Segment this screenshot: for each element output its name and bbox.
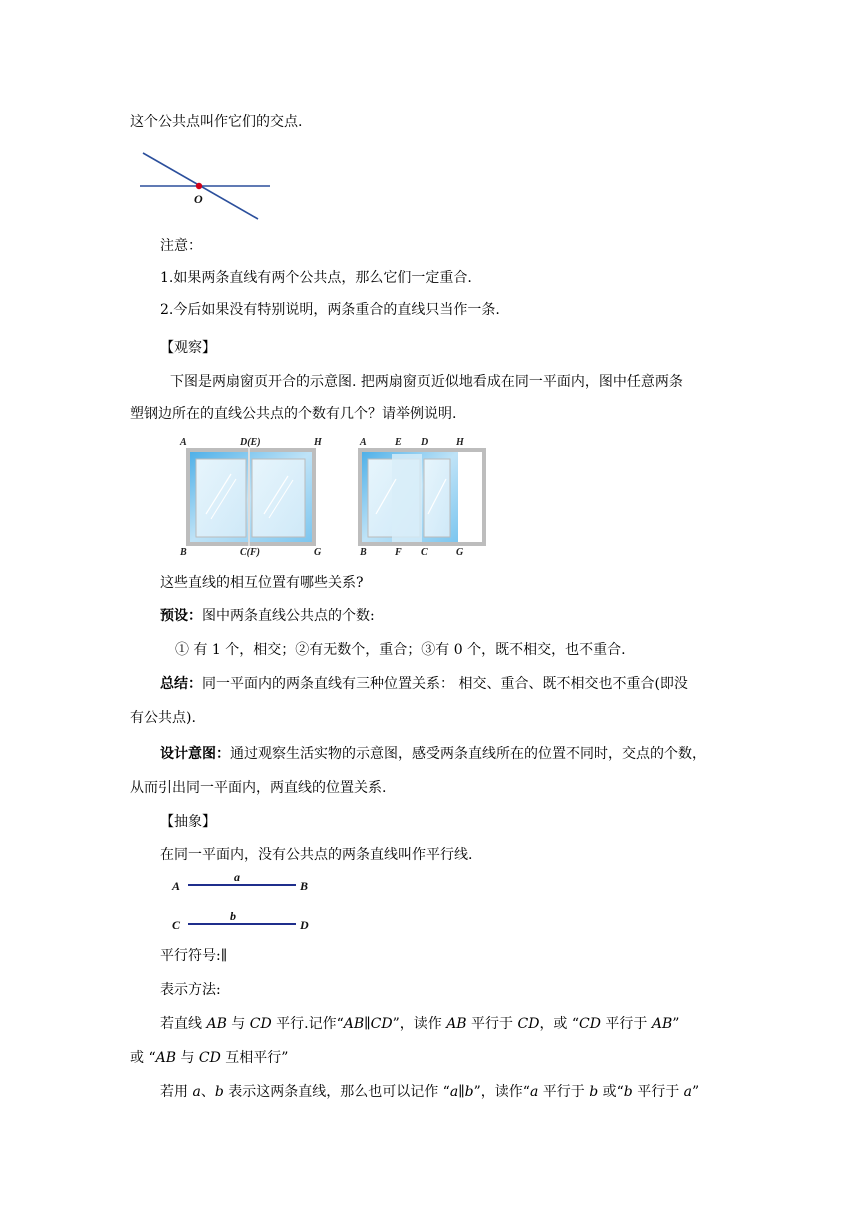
observe-heading: 【观察】 (160, 340, 216, 356)
summary-text-2: 有公共点). (130, 710, 196, 726)
open-window (358, 448, 486, 546)
window2-label-A: A (360, 437, 367, 448)
label-D: D (300, 918, 309, 932)
window2-label-D: D (421, 437, 429, 448)
window1-label-CF: C(F) (240, 547, 260, 558)
closed-window (186, 448, 316, 546)
window1-label-B: B (180, 547, 187, 558)
note-2: 2.今后如果没有特别说明，两条重合的直线只当作一条. (160, 302, 500, 318)
summary-label: 总结： (160, 676, 202, 692)
preset-label: 预设： (160, 608, 202, 624)
observe-paragraph-2: 塑钢边所在的直线公共点的个数有几个？请举例说明. (130, 406, 457, 422)
question-text: 这些直线的相互位置有哪些关系? (160, 575, 364, 591)
design-line (160, 744, 706, 764)
window2-label-E: E (395, 437, 402, 448)
intersecting-lines-figure (138, 150, 278, 222)
design-text: 通过观察生活实物的示意图，感受两条直线所在的位置不同时，交点的个数， (230, 746, 706, 762)
method-line-2: 或 “AB 与 CD 互相平行” (130, 1050, 289, 1066)
method-heading: 表示方法: (160, 982, 221, 998)
window1-label-G: G (314, 547, 322, 558)
preset-text: 图中两条直线公共点的个数: (202, 608, 375, 624)
intro-text: 这个公共点叫作它们的交点. (130, 114, 303, 130)
preset-items: ① 有 1 个，相交；②有无数个，重合；③有 0 个，既不相交，也不重合. (175, 642, 626, 658)
point-O-label: O (194, 192, 203, 206)
abstract-heading: 【抽象】 (160, 814, 216, 830)
parallel-definition: 在同一平面内，没有公共点的两条直线叫作平行线. (160, 847, 473, 863)
label-A: A (172, 879, 181, 893)
design-label: 设计意图： (160, 746, 230, 762)
label-a: a (234, 870, 240, 884)
label-C: C (172, 918, 181, 932)
window1-label-H: H (314, 437, 322, 448)
observe-paragraph-1: 下图是两扇窗页开合的示意图. 把两扇窗页近似地看成在同一平面内，图中任意两条 (170, 374, 683, 390)
window2-label-C: C (421, 547, 428, 558)
window-figure (176, 434, 496, 562)
symbol-line: 平行符号:∥ (160, 948, 228, 964)
intersection-point (196, 183, 202, 189)
method-line-3: 若用 a、b 表示这两条直线，那么也可以记作 “a∥b”，读作“a 平行于 b 或“b 平行于 a” (160, 1084, 700, 1100)
window2-label-B: B (360, 547, 367, 558)
window2-label-F: F (395, 547, 402, 558)
parallel-lines-figure (168, 870, 328, 936)
window1-label-DE: D(E) (240, 437, 261, 448)
method-line-1: 若直线 AB 与 CD 平行.记作“AB∥CD”，读作 AB 平行于 CD，或 “CD 平行于 AB” (160, 1016, 680, 1032)
window2-label-G: G (456, 547, 464, 558)
design-text-2: 从而引出同一平面内，两直线的位置关系. (130, 780, 387, 796)
summary-line (160, 674, 688, 694)
window2-label-H: H (456, 437, 464, 448)
window1-label-A: A (180, 437, 187, 448)
preset-line (160, 606, 375, 626)
summary-text: 同一平面内的两条直线有三种位置关系： 相交、重合、既不相交也不重合(即没 (202, 676, 688, 692)
note-1: 1.如果两条直线有两个公共点，那么它们一定重合. (160, 270, 472, 286)
note-title: 注意： (160, 238, 202, 254)
label-B: B (300, 879, 309, 893)
label-b: b (230, 909, 236, 923)
